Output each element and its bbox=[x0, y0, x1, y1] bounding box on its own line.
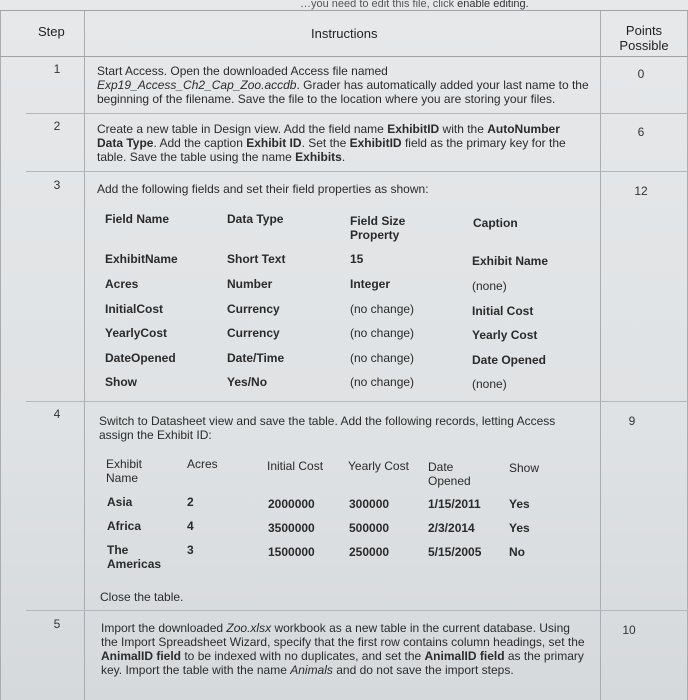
fields-header-field-name: Field Name bbox=[105, 212, 170, 226]
instruction-run: field as the primary key for the table. Save the table using the name bbox=[97, 136, 566, 164]
fields-header-caption: Caption bbox=[473, 216, 518, 230]
row-divider-3 bbox=[26, 401, 688, 402]
instruction-run: Animals bbox=[290, 663, 333, 677]
points-header-line2: Possible bbox=[619, 38, 669, 53]
records-table-cell: Yes bbox=[509, 521, 530, 535]
instruction-run: to be indexed with no duplicates, and set the bbox=[181, 649, 425, 663]
enable-editing-link[interactable]: enable editing. bbox=[457, 0, 529, 10]
fields-table-cell: Integer bbox=[350, 277, 391, 291]
records-header-yearly-cost: Yearly Cost bbox=[348, 459, 409, 473]
records-table-cell: 5/15/2005 bbox=[428, 545, 482, 559]
records-header-show: Show bbox=[509, 461, 540, 475]
step-instruction: Add the following fields and set their field properties as shown: bbox=[97, 182, 429, 196]
step-instruction bbox=[97, 122, 585, 164]
fields-table-cell: ExhibitName bbox=[105, 252, 178, 266]
records-table-cell: 1500000 bbox=[268, 545, 315, 559]
row-divider-4 bbox=[26, 610, 688, 611]
fields-table-cell: InitialCost bbox=[105, 302, 164, 316]
records-header-initial-cost: Initial Cost bbox=[267, 459, 324, 473]
fields-table-cell: YearlyCost bbox=[105, 326, 168, 340]
step-closing-note: Close the table. bbox=[100, 590, 184, 604]
instruction-run: Exhibits bbox=[295, 150, 342, 164]
instruction-run: Start Access. Open the downloaded Access file named bbox=[97, 64, 388, 78]
records-header-acres: Acres bbox=[187, 457, 218, 471]
instruction-run: . Add the caption bbox=[153, 136, 247, 150]
fields-table-cell: (none) bbox=[472, 279, 507, 293]
step-points: 0 bbox=[637, 67, 645, 81]
fields-table-cell: Currency bbox=[227, 302, 280, 316]
step-instruction bbox=[101, 621, 587, 677]
fields-table-cell: (no change) bbox=[350, 375, 415, 389]
step-number: 4 bbox=[53, 407, 61, 421]
records-table-cell: 3500000 bbox=[268, 521, 315, 535]
instruction-run: ExhibitID bbox=[387, 122, 440, 136]
fields-table-cell: Number bbox=[227, 277, 273, 291]
fields-table-cell: (none) bbox=[472, 377, 507, 391]
instruction-run: AnimalID field bbox=[101, 649, 182, 663]
step-instruction bbox=[97, 64, 593, 106]
records-table-cell: No bbox=[509, 545, 525, 559]
fields-table-cell: DateOpened bbox=[105, 351, 176, 365]
instruction-run: workbook as a new table in the current database. Using the Import Spreadsheet Wizard, specify that the first row contains column headings, set the bbox=[101, 621, 585, 649]
fields-table-cell: Initial Cost bbox=[472, 304, 534, 318]
instruction-run: Import the downloaded bbox=[101, 621, 227, 635]
records-table-cell: Africa bbox=[107, 519, 142, 533]
records-table-cell: 300000 bbox=[349, 497, 390, 511]
step-points: 6 bbox=[637, 125, 645, 139]
fields-table-cell: Date/Time bbox=[227, 351, 285, 365]
fields-table-cell: (no change) bbox=[350, 351, 415, 365]
instruction-run: Zoo.xlsx bbox=[226, 621, 272, 635]
fields-table-cell: Show bbox=[105, 375, 137, 389]
fields-table-cell: Yearly Cost bbox=[472, 328, 538, 342]
instruction-run: with the bbox=[439, 122, 488, 136]
instruction-run: Exhibit ID bbox=[246, 136, 302, 150]
instruction-run: . Grader has automatically added your last name to the beginning of the filename. Save the file to the location where you are storing your files. bbox=[97, 78, 589, 106]
records-header-exhibit-name: Exhibit Name bbox=[106, 457, 143, 485]
fields-table-cell: (no change) bbox=[350, 302, 415, 316]
step-number: 3 bbox=[53, 178, 61, 192]
step-number: 5 bbox=[53, 617, 61, 631]
fields-table-cell: Date Opened bbox=[472, 353, 547, 367]
enable-editing-banner[interactable] bbox=[300, 0, 688, 10]
records-table-cell: 1/15/2011 bbox=[428, 497, 481, 511]
fields-table-cell: Exhibit Name bbox=[472, 254, 549, 268]
records-table-cell: 2 bbox=[187, 495, 194, 509]
records-table-cell: 4 bbox=[187, 519, 194, 533]
instruction-run: . Set the bbox=[301, 136, 350, 150]
records-table-cell: 3 bbox=[187, 543, 194, 557]
step-instruction: Switch to Datasheet view and save the table. Add the following records, letting Access assign the Exhibit ID: bbox=[99, 414, 556, 442]
step-number: 2 bbox=[53, 119, 61, 133]
column-header-instructions: Instructions bbox=[311, 26, 378, 41]
records-table-cell: 2000000 bbox=[268, 497, 315, 511]
step-number: 1 bbox=[53, 62, 61, 76]
fields-table-cell: (no change) bbox=[350, 326, 415, 340]
fields-table-cell: Yes/No bbox=[227, 375, 268, 389]
fields-table-cell: Currency bbox=[227, 326, 280, 340]
records-table-cell: Yes bbox=[509, 497, 530, 511]
records-table-cell: 250000 bbox=[349, 545, 390, 559]
step-points: 10 bbox=[622, 623, 636, 637]
header-rule bbox=[0, 56, 688, 57]
fields-table-cell: 15 bbox=[350, 252, 364, 266]
records-table-cell: 500000 bbox=[349, 521, 390, 535]
fields-header-field-size: Field Size Property bbox=[350, 214, 406, 242]
records-table-cell: 2/3/2014 bbox=[428, 521, 475, 535]
table-top-rule bbox=[0, 10, 688, 11]
table-border-left bbox=[0, 10, 1, 700]
records-table-cell: Asia bbox=[107, 495, 133, 509]
banner-text: …you need to edit this file, click bbox=[300, 0, 458, 10]
fields-header-data-type: Data Type bbox=[227, 212, 284, 226]
fields-table-cell: Acres bbox=[105, 277, 139, 291]
column-header-step: Step bbox=[38, 24, 65, 39]
instruction-run: AutoNumber Data Type bbox=[97, 122, 560, 150]
column-header-points bbox=[612, 23, 676, 53]
instruction-run: as the primary key. Import the table with the name bbox=[101, 649, 584, 677]
instruction-run: and do not save the import steps. bbox=[332, 663, 514, 677]
points-header-line1: Points bbox=[625, 23, 663, 38]
instruction-run: Exp19_Access_Ch2_Cap_Zoo.accdb bbox=[97, 78, 297, 92]
step-points: 9 bbox=[628, 414, 636, 428]
records-table-cell: The Americas bbox=[107, 543, 162, 571]
fields-table-cell: Short Text bbox=[227, 252, 286, 266]
records-header-date-opened: Date Opened bbox=[428, 460, 471, 488]
row-divider-2 bbox=[26, 171, 688, 172]
step-points: 12 bbox=[634, 184, 648, 198]
instruction-run: . bbox=[341, 150, 346, 164]
instruction-run: ExhibitID bbox=[349, 136, 402, 150]
row-divider-1 bbox=[26, 113, 688, 114]
instruction-run: AnimalID field bbox=[424, 649, 505, 663]
instruction-run: Create a new table in Design view. Add the field name bbox=[97, 122, 388, 136]
